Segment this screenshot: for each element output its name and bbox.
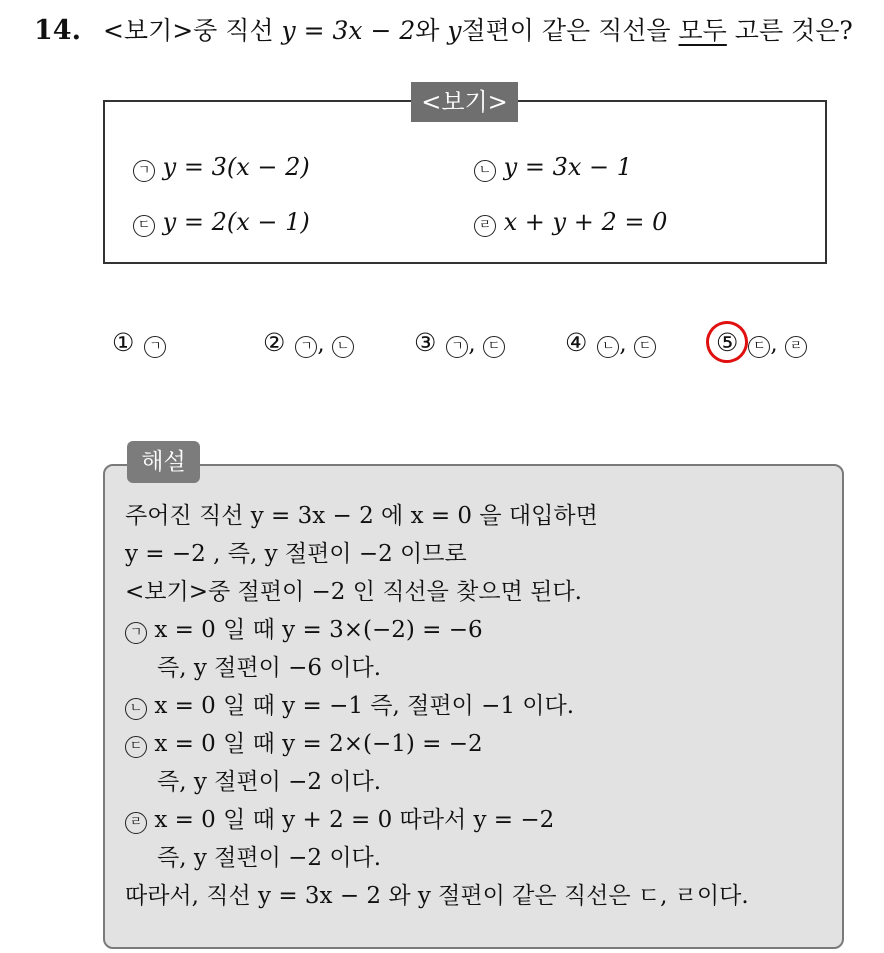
- circled-marker: ㄱ: [295, 336, 317, 358]
- bogi-equation: x + y + 2 = 0: [503, 208, 668, 236]
- circled-marker: ㄹ: [785, 336, 807, 358]
- solution-line: [125, 575, 749, 613]
- bogi-box: [103, 100, 827, 264]
- bogi-item-4: [474, 207, 667, 237]
- question-text: [34, 14, 874, 48]
- bogi-equation: y = 3x − 1: [503, 153, 633, 181]
- choice-number: ④: [565, 328, 588, 357]
- circled-marker: ㄱ: [144, 336, 166, 358]
- solution-line: [125, 689, 749, 727]
- question-middle2: 절편이 같은 직선을: [461, 16, 679, 45]
- choice-5[interactable]: ⑤ ㄷ , ㄹ: [716, 328, 807, 359]
- solution-line-text: y = −2 , 즉, y 절편이 −2 이므로: [125, 541, 467, 567]
- solution-lines: [125, 499, 749, 917]
- solution-line-text: x = 0 일 때 y = 3×(−2) = −6: [154, 617, 483, 643]
- solution-line: [125, 841, 749, 879]
- question-emphasis: 모두: [678, 16, 727, 45]
- solution-line: [125, 499, 749, 537]
- bogi-item-2: [474, 152, 632, 182]
- question-y-var: y: [447, 16, 462, 45]
- circled-marker: ㄹ: [125, 812, 147, 834]
- circled-marker: ㄴ: [597, 336, 619, 358]
- circled-marker: ㄴ: [332, 336, 354, 358]
- circled-marker: ㄷ: [133, 215, 155, 237]
- bogi-equation: y = 3(x − 2): [162, 153, 310, 181]
- choice-number: ②: [263, 328, 286, 357]
- solution-line: [125, 537, 749, 575]
- solution-line-text: 주어진 직선 y = 3x − 2 에 x = 0 을 대입하면: [125, 503, 598, 529]
- circled-marker: ㄱ: [133, 160, 155, 182]
- choice-number: ⑤: [716, 328, 739, 357]
- circled-marker: ㄴ: [474, 160, 496, 182]
- solution-line: [125, 879, 749, 917]
- circled-marker: ㄷ: [483, 336, 505, 358]
- solution-line: [125, 765, 749, 803]
- circled-marker: ㄷ: [634, 336, 656, 358]
- choice-number: ①: [112, 328, 135, 357]
- circled-marker: ㄷ: [748, 336, 770, 358]
- solution-line-text: x = 0 일 때 y + 2 = 0 따라서 y = −2: [154, 807, 555, 833]
- solution-line-text: <보기>중 절편이 −2 인 직선을 찾으면 된다.: [125, 579, 582, 605]
- solution-line-text: 즉, y 절편이 −2 이다.: [157, 769, 382, 795]
- choice-4[interactable]: ④ ㄴ , ㄷ: [565, 328, 656, 359]
- question-number: 14.: [34, 15, 81, 46]
- solution-line: [125, 613, 749, 651]
- solution-line: [125, 651, 749, 689]
- question-suffix: 고른 것은?: [726, 16, 853, 45]
- solution-line-text: x = 0 일 때 y = 2×(−1) = −2: [154, 731, 483, 757]
- choice-3[interactable]: ③ ㄱ , ㄷ: [414, 328, 505, 359]
- bogi-item-3: [133, 207, 310, 237]
- solution-line: [125, 803, 749, 841]
- bogi-equation: y = 2(x − 1): [162, 208, 310, 236]
- solution-line-text: 따라서, 직선 y = 3x − 2 와 y 절편이 같은 직선은 ㄷ, ㄹ이다.: [125, 883, 749, 909]
- solution-line-text: x = 0 일 때 y = −1 즉, 절편이 −1 이다.: [154, 693, 575, 719]
- solution-line-text: 즉, y 절편이 −2 이다.: [157, 845, 382, 871]
- choice-2[interactable]: ② ㄱ , ㄴ: [263, 328, 354, 359]
- circled-marker: ㄱ: [125, 622, 147, 644]
- circled-marker: ㄴ: [125, 698, 147, 720]
- question-prefix: <보기>중 직선: [102, 16, 282, 45]
- solution-title: 해설: [127, 441, 200, 483]
- circled-marker: ㄷ: [125, 736, 147, 758]
- selected-answer-mark: [702, 317, 752, 367]
- circled-marker: ㄱ: [446, 336, 468, 358]
- solution-line-text: 즉, y 절편이 −6 이다.: [157, 655, 382, 681]
- question-middle: 와: [415, 16, 448, 45]
- solution-line: [125, 727, 749, 765]
- choice-1[interactable]: [112, 328, 166, 359]
- circled-marker: ㄹ: [474, 215, 496, 237]
- question-equation: y = 3x − 2: [281, 16, 416, 45]
- bogi-item-1: [133, 152, 310, 182]
- choice-number: ③: [414, 328, 437, 357]
- bogi-title: <보기>: [411, 82, 518, 122]
